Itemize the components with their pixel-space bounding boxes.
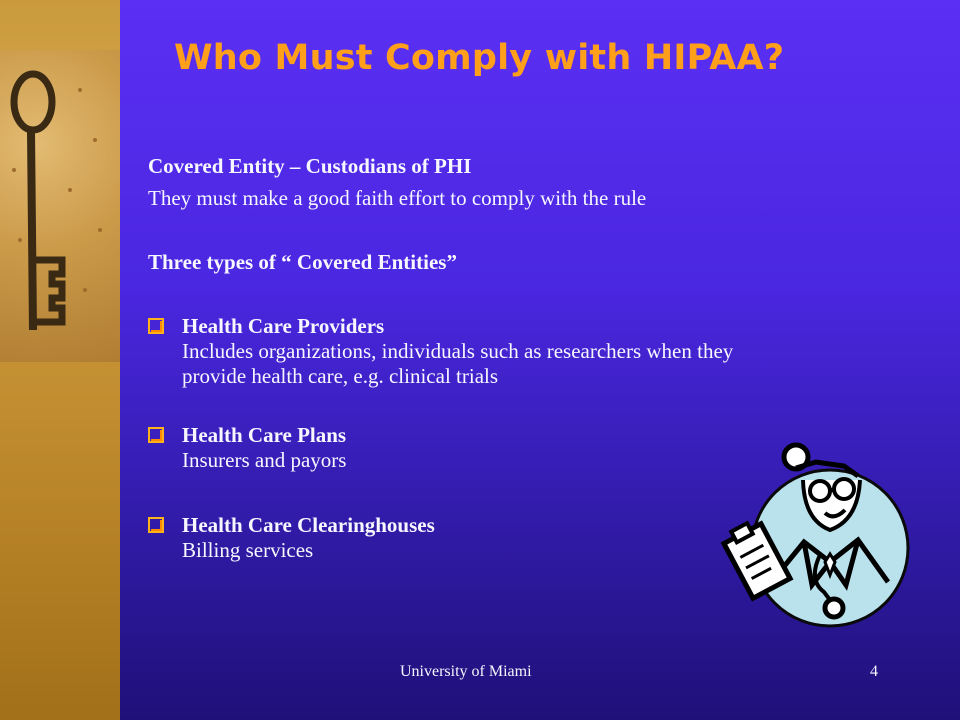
bullet-heading: Health Care Plans xyxy=(182,423,347,447)
bullet-health-care-clearinghouses xyxy=(148,513,435,563)
bullet-heading: Health Care Clearinghouses xyxy=(182,513,435,537)
bullet-health-care-providers xyxy=(148,314,733,389)
bullet-heading: Health Care Providers xyxy=(182,314,385,338)
page-number: 4 xyxy=(870,663,878,680)
key-photo xyxy=(0,50,120,362)
slide-content xyxy=(120,0,960,720)
checkbox-bullet-icon xyxy=(148,517,164,533)
doctor-icon xyxy=(718,430,928,650)
covered-entity-line: Covered Entity – Custodians of PHI xyxy=(148,154,472,178)
bullet-detail: Billing services xyxy=(182,538,314,562)
bullet-health-care-plans xyxy=(148,423,346,473)
bullet-detail: Insurers and payors xyxy=(182,448,347,472)
bullet-detail: Includes organizations, individuals such as researchers when they xyxy=(182,339,734,363)
slide-title: Who Must Comply with HIPAA? xyxy=(174,38,785,78)
three-types-line: Three types of “ Covered Entities” xyxy=(148,250,457,274)
footer-institution: University of Miami xyxy=(400,663,532,680)
good-faith-line: They must make a good faith effort to comply with the rule xyxy=(148,186,647,210)
checkbox-bullet-icon xyxy=(148,427,164,443)
checkbox-bullet-icon xyxy=(148,318,164,334)
key-icon xyxy=(0,50,120,362)
bullet-detail: provide health care, e.g. clinical trials xyxy=(182,364,499,388)
